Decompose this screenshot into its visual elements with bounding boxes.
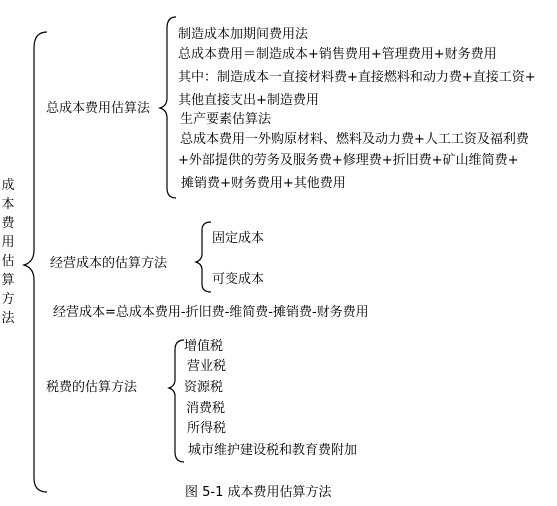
list-item: 营业税 [187, 359, 227, 374]
list-item: 可变成本 [212, 272, 265, 287]
total-cost-label: 总成本费用估算法 [46, 101, 151, 116]
text-line: 总成本费用＝制造成本+销售费用+管理费用+财务费用 [178, 47, 497, 62]
operating-cost-formula: 经营成本=总成本费用-折旧费-维简费-摊销费-财务费用 [53, 305, 369, 320]
tax-brace [169, 340, 184, 462]
list-item: 资源税 [184, 380, 224, 395]
text-line: 制造成本加期间费用法 [178, 27, 309, 42]
text-line: 摊销费+财务费用+其他费用 [181, 176, 346, 191]
operating-cost-brace [196, 222, 211, 292]
text-line: 生产要素估算法 [180, 112, 272, 127]
list-item: 固定成本 [212, 231, 265, 246]
root-title: 成本费用估算方法 [1, 178, 15, 326]
text-line: 其中：制造成本一直接材料费+直接燃料和动力费+直接工资+ [178, 70, 536, 85]
figure-caption: 图 5-1 成本费用估算方法 [185, 485, 332, 500]
text-line: +外部提供的劳务及服务费+修理费+折旧费+矿山维简费+ [178, 153, 519, 168]
tax-label: 税费的估算方法 [46, 380, 138, 395]
list-item: 所得税 [187, 421, 227, 436]
main-brace [24, 32, 47, 492]
list-item: 消费税 [186, 401, 226, 416]
text-line: 其他直接支出+制造费用 [178, 93, 319, 108]
operating-cost-label: 经营成本的估算方法 [50, 256, 168, 271]
list-item: 城市维护建设税和教育费附加 [188, 443, 358, 458]
text-line: 总成本费用一外购原材料、燃料及动力费+人工工资及福利费 [180, 132, 529, 147]
list-item: 增值税 [184, 339, 224, 354]
total-cost-brace [160, 17, 176, 198]
